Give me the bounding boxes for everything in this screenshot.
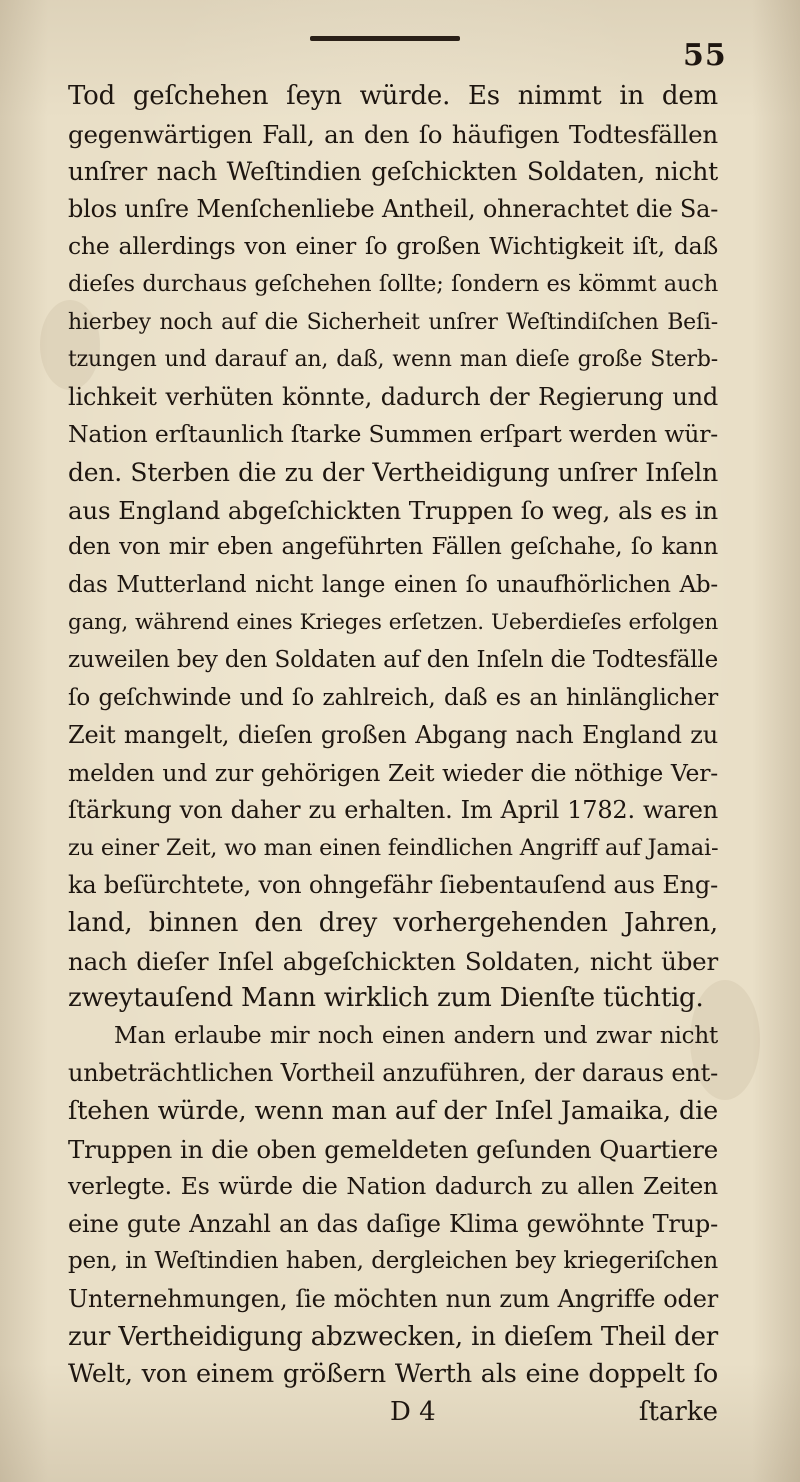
text-line: nach dieſer Inſel abgeſchickten Soldaten, nicht über (68, 946, 718, 976)
text-line: Tod geſchehen ſeyn würde. Es nimmt in dem (68, 81, 718, 111)
text-line: ka beſürchtete, von ohngefähr ſiebentauſend aus Eng- (68, 871, 718, 900)
text-line: unſrer nach Weſtindien geſchickten Soldaten, nicht (68, 157, 718, 187)
text-line: tzungen und darauf an, daß, wenn man dieſe große Sterb- (68, 347, 718, 373)
header-rule (310, 36, 460, 41)
text-line: pen, in Weſtindien haben, dergleichen bey kriegeriſchen (68, 1248, 718, 1275)
catchword: ſtarke (638, 1396, 718, 1427)
text-line: das Mutterland nicht lange einen ſo unaufhörlichen Ab- (68, 571, 718, 598)
text-line: Welt, von einem größern Werth als eine doppelt ſo (68, 1359, 718, 1390)
text-line: ſtärkung von daher zu erhalten. Im April 1782. waren (68, 796, 718, 825)
text-line: Zeit mangelt, dieſen großen Abgang nach England zu (68, 721, 718, 750)
text-line: verlegte. Es würde die Nation dadurch zu allen Zeiten (68, 1172, 718, 1201)
text-line: ſtehen würde, wenn man auf der Inſel Jamaika, die (68, 1096, 718, 1127)
text-line: lichkeit verhüten könnte, dadurch der Regierung und (68, 382, 718, 411)
text-line: Man erlaube mir noch einen andern und zwar nicht (114, 1022, 718, 1049)
text-line: melden und zur gehörigen Zeit wieder die nöthige Ver- (68, 758, 718, 787)
text-line: zweytauſend Mann wirklich zum Dienſte tüchtig. (68, 983, 704, 1014)
text-line: gang, während eines Krieges erſetzen. Ueberdieſes erfolgen (68, 610, 718, 636)
signature-mark: D 4 (390, 1396, 436, 1427)
body-text (68, 78, 718, 1431)
text-line: unbeträchtlichen Vortheil anzuführen, der daraus ent- (68, 1059, 718, 1088)
text-line: dieſes durchaus geſchehen ſollte; ſondern es kömmt auch (68, 270, 718, 297)
page-footer (68, 1394, 718, 1432)
text-line: Truppen in die oben gemeldeten geſunden Quartiere (68, 1134, 718, 1164)
text-line: Unternehmungen, ſie möchten nun zum Angriffe oder (68, 1285, 718, 1313)
text-line: Nation erſtaunlich ſtarke Summen erſpart werden wür- (68, 420, 718, 449)
text-line: zur Vertheidigung abzwecken, in dieſem Theil der (68, 1321, 718, 1352)
text-line: land, binnen den drey vorhergehenden Jahren, (68, 908, 718, 939)
text-line: den von mir eben angeführten Fällen geſchahe, ſo kann (68, 534, 718, 561)
text-line: blos unſre Menſchenliebe Antheil, ohnerachtet die Sa- (68, 194, 719, 223)
text-line: ſo geſchwinde und ſo zahlreich, daß es an hinlänglicher (68, 684, 718, 711)
text-line: gegenwärtigen Fall, an den ſo häufigen Todtesfällen (68, 119, 718, 149)
text-line: aus England abgeſchickten Truppen ſo weg, als es in (68, 495, 718, 525)
text-line: zuweilen bey den Soldaten auf den Inſeln die Todtesfälle (68, 646, 718, 673)
page-number: 55 (683, 38, 727, 73)
text-line: che allerdings von einer ſo großen Wichtigkeit iſt, daß (68, 232, 718, 261)
text-line: hierbey noch auf die Sicherheit unſrer Weſtindiſchen Beſi- (68, 309, 718, 335)
text-line: zu einer Zeit, wo man einen feindlichen Angriff auf Jamai- (68, 834, 719, 861)
text-line: eine gute Anzahl an das daſige Klima gewöhnte Trup- (68, 1209, 718, 1238)
text-line: den. Sterben die zu der Vertheidigung unſrer Inſeln (68, 457, 718, 487)
